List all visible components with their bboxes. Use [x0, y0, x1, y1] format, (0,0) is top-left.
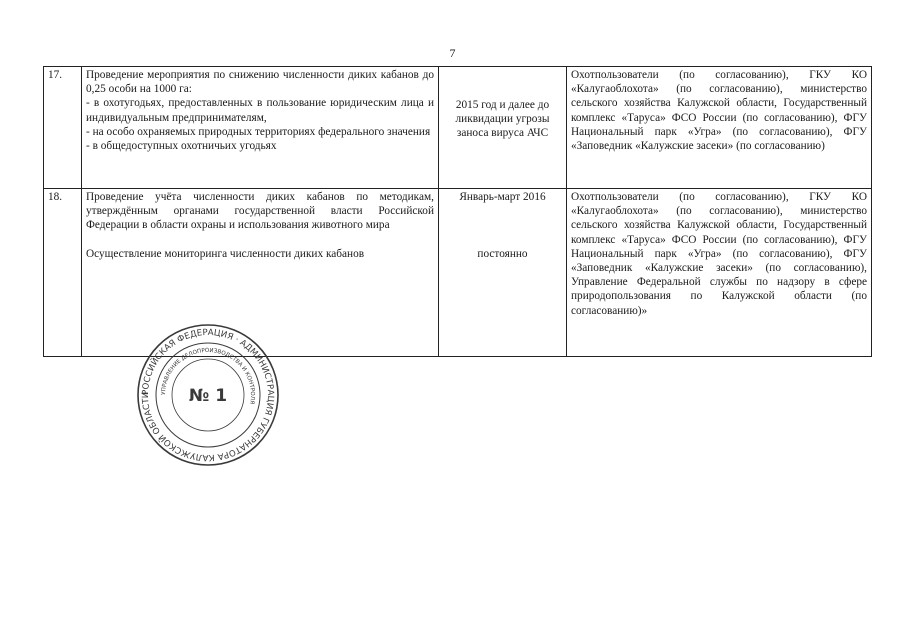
official-seal: [133, 320, 283, 470]
measure-term: [439, 67, 567, 189]
description-paragraph: Проведение учёта численности диких кабанов по методикам, утверждённым органами государственной власти Российской Федерации в области охраны и использования животного мира: [86, 191, 434, 232]
seal-outer-text: РОССИЙСКАЯ ФЕДЕРАЦИЯ · АДМИНИСТРАЦИЯ ГУБЕРНАТОРА КАЛУЖСКОЙ ОБЛАСТИ: [140, 327, 276, 463]
measure-description: [82, 67, 439, 189]
description-line: - в общедоступных охотничьих угодьях: [86, 140, 277, 153]
measures-table: [43, 66, 872, 357]
measure-executors: Охотпользователи (по согласованию), ГКУ КО «Калугаоблохота» (по согласованию), министерство сельского хозяйства Калужской области, Государственный комплекс «Таруса» ФСО России (по согласованию), ФГУ Национальный парк «Угра» (по согласованию), ФГУ «Заповедник «Калужские засеки» (по согласованию): [567, 67, 872, 189]
measure-executors: Охотпользователи (по согласованию), ГКУ КО «Калугаоблохота» (по согласованию), министерство сельского хозяйства Калужской области, Государственный комплекс «Таруса» ФСО России (по согласованию), ФГУ Национальный парк «Угра» (по согласованию), ФГУ «Заповедник «Калужские засеки» (по согласованию), Управление Федеральной службы по надзору в сфере природопользования по Калужской области (по согласованию)»: [567, 189, 872, 357]
page-number: 7: [449, 46, 456, 60]
seal-inner-text: УПРАВЛЕНИЕ ДЕЛОПРОИЗВОДСТВА И КОНТРОЛЯ: [160, 347, 256, 405]
measure-term: [439, 189, 567, 357]
description-line: - на особо охраняемых природных территориях федерального значения: [86, 125, 431, 138]
description-line: - в охотугодьях, предоставленных в пользование юридическим лица и индивидуальным предпринимателям,: [86, 97, 434, 124]
description-paragraph: Осуществление мониторинга численности диких кабанов: [86, 247, 365, 260]
row-number: 17.: [44, 67, 82, 189]
term-text: Январь-март 2016: [459, 191, 546, 203]
seal-number: № 1: [188, 386, 228, 406]
table-row: [44, 67, 872, 189]
term-text: 2015 год и далее до ликвидации угрозы заноса вируса АЧС: [455, 99, 550, 140]
description-line: Проведение мероприятия по снижению численности диких кабанов до 0,25 особи на 1000 га:: [86, 69, 434, 96]
term-text: постоянно: [477, 248, 528, 261]
row-number: 18.: [44, 189, 82, 357]
